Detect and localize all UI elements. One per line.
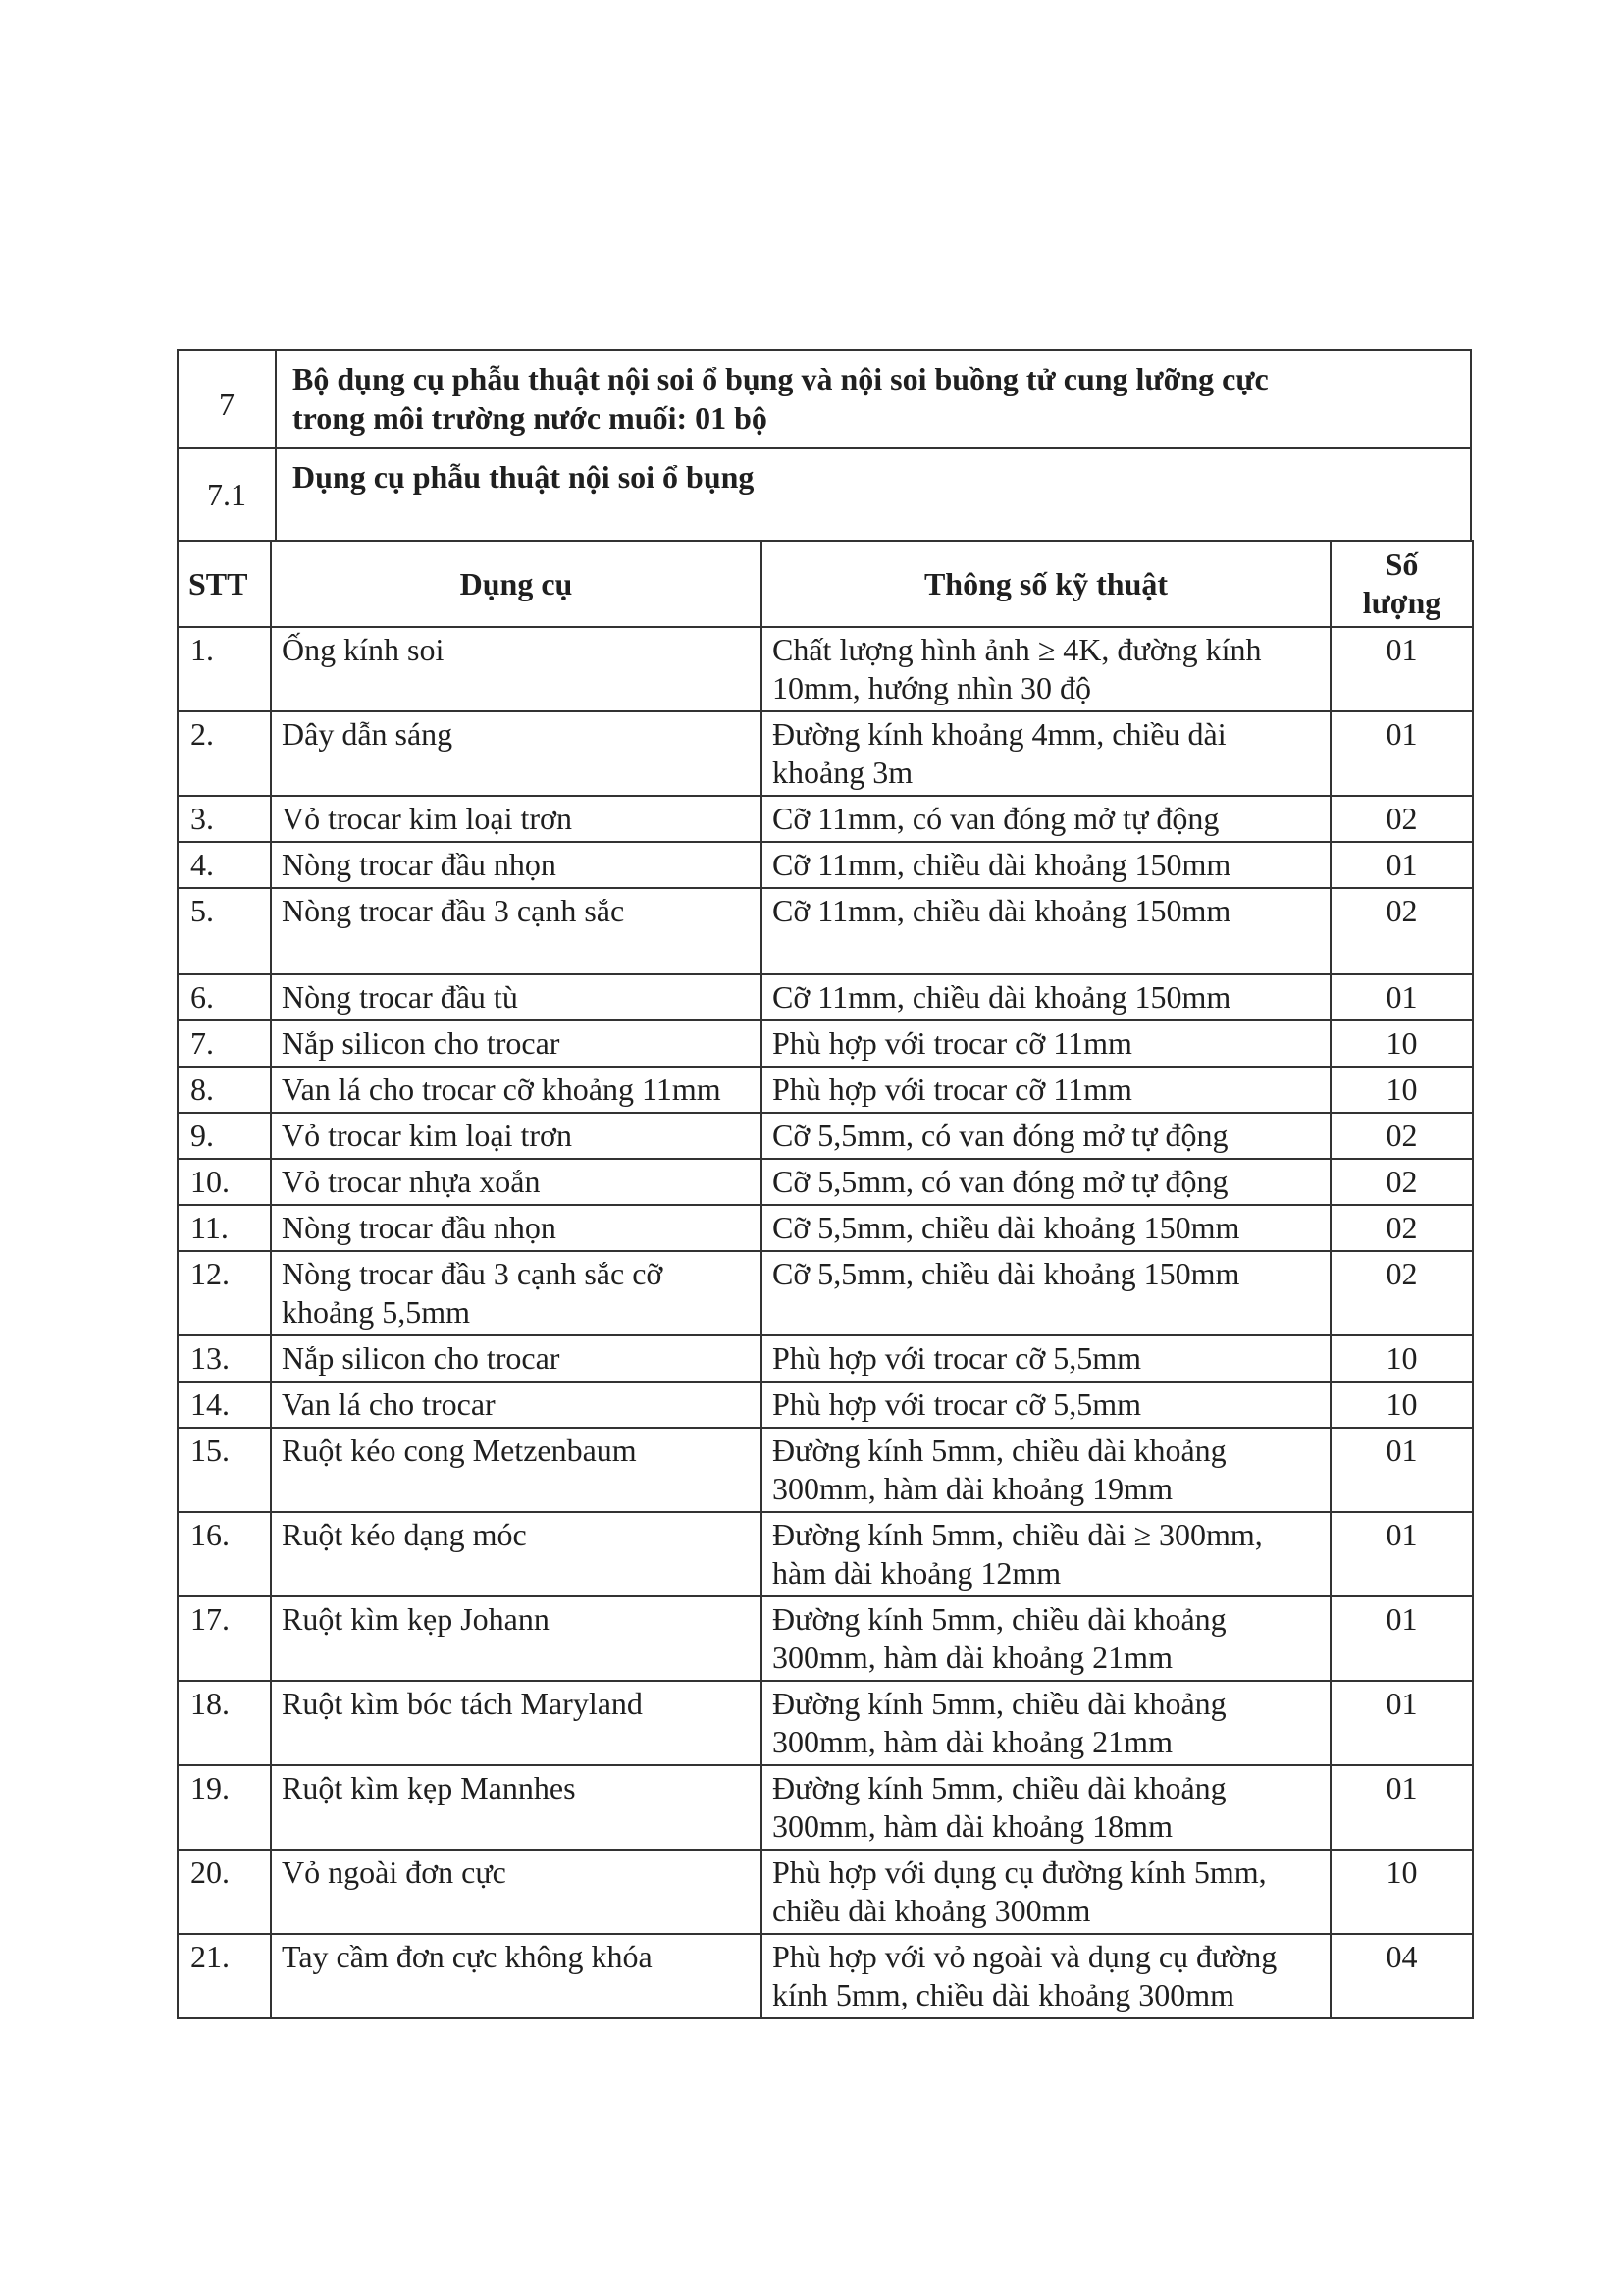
table-row xyxy=(178,627,1473,711)
table-row xyxy=(178,974,1473,1020)
row-qty: 02 xyxy=(1331,1159,1473,1205)
row-qty: 02 xyxy=(1331,888,1473,974)
row-item: Nòng trocar đầu 3 cạnh sắc xyxy=(271,888,761,974)
row-stt: 6. xyxy=(178,974,271,1020)
section-title xyxy=(276,350,1471,448)
row-spec: Đường kính 5mm, chiều dài khoảng 300mm, hàm dài khoảng 21mm xyxy=(761,1596,1331,1681)
table-row xyxy=(178,1251,1473,1335)
row-stt: 9. xyxy=(178,1113,271,1159)
header-qty-line-2: lượng xyxy=(1362,585,1441,620)
section-title-line-1: Bộ dụng cụ phẫu thuật nội soi ổ bụng và nội soi buồng tử cung lưỡng cực xyxy=(292,361,1269,396)
table-header-row xyxy=(178,541,1473,627)
row-stt: 16. xyxy=(178,1512,271,1596)
row-item: Ống kính soi xyxy=(271,627,761,711)
row-qty: 01 xyxy=(1331,1765,1473,1850)
table-row xyxy=(178,1205,1473,1251)
row-item: Vỏ ngoài đơn cực xyxy=(271,1850,761,1934)
section-number: 7 xyxy=(178,350,276,448)
row-stt: 15. xyxy=(178,1428,271,1512)
row-item: Ruột kìm kẹp Mannhes xyxy=(271,1765,761,1850)
row-qty: 02 xyxy=(1331,1251,1473,1335)
row-item: Van lá cho trocar cỡ khoảng 11mm xyxy=(271,1067,761,1113)
table-row xyxy=(178,1934,1473,2018)
row-spec: Phù hợp với trocar cỡ 11mm xyxy=(761,1020,1331,1067)
row-qty: 02 xyxy=(1331,1205,1473,1251)
document-table-block xyxy=(177,349,1472,2019)
row-item: Nòng trocar đầu 3 cạnh sắc cỡ khoảng 5,5mm xyxy=(271,1251,761,1335)
row-item: Vỏ trocar nhựa xoắn xyxy=(271,1159,761,1205)
row-spec: Phù hợp với vỏ ngoài và dụng cụ đường kính 5mm, chiều dài khoảng 300mm xyxy=(761,1934,1331,2018)
row-item: Vỏ trocar kim loại trơn xyxy=(271,796,761,842)
row-spec: Cỡ 5,5mm, có van đóng mở tự động xyxy=(761,1113,1331,1159)
equipment-table xyxy=(177,540,1474,2019)
row-spec: Cỡ 11mm, chiều dài khoảng 150mm xyxy=(761,888,1331,974)
row-qty: 10 xyxy=(1331,1335,1473,1382)
section-title-line-2: trong môi trường nước muối: 01 bộ xyxy=(292,400,767,436)
row-qty: 01 xyxy=(1331,711,1473,796)
row-stt: 12. xyxy=(178,1251,271,1335)
row-stt: 4. xyxy=(178,842,271,888)
row-qty: 10 xyxy=(1331,1067,1473,1113)
subsection-number: 7.1 xyxy=(178,448,276,541)
row-item: Dây dẫn sáng xyxy=(271,711,761,796)
table-row xyxy=(178,1159,1473,1205)
row-qty: 01 xyxy=(1331,1512,1473,1596)
row-item: Ruột kìm bóc tách Maryland xyxy=(271,1681,761,1765)
table-row xyxy=(178,1335,1473,1382)
row-spec: Đường kính 5mm, chiều dài ≥ 300mm, hàm dài khoảng 12mm xyxy=(761,1512,1331,1596)
row-stt: 10. xyxy=(178,1159,271,1205)
row-stt: 14. xyxy=(178,1382,271,1428)
row-qty: 01 xyxy=(1331,1428,1473,1512)
section-row xyxy=(178,350,1471,448)
section-header-table xyxy=(177,349,1472,542)
row-item: Nòng trocar đầu tù xyxy=(271,974,761,1020)
header-item: Dụng cụ xyxy=(271,541,761,627)
row-stt: 8. xyxy=(178,1067,271,1113)
table-body xyxy=(178,627,1473,2018)
row-item: Vỏ trocar kim loại trơn xyxy=(271,1113,761,1159)
row-stt: 21. xyxy=(178,1934,271,2018)
row-stt: 3. xyxy=(178,796,271,842)
row-spec: Cỡ 11mm, chiều dài khoảng 150mm xyxy=(761,974,1331,1020)
row-spec: Đường kính 5mm, chiều dài khoảng 300mm, hàm dài khoảng 18mm xyxy=(761,1765,1331,1850)
row-item: Ruột kéo cong Metzenbaum xyxy=(271,1428,761,1512)
table-row xyxy=(178,711,1473,796)
row-item: Nắp silicon cho trocar xyxy=(271,1020,761,1067)
table-row xyxy=(178,842,1473,888)
header-stt: STT xyxy=(178,541,271,627)
row-stt: 1. xyxy=(178,627,271,711)
table-row xyxy=(178,1681,1473,1765)
row-qty: 01 xyxy=(1331,1681,1473,1765)
row-qty: 10 xyxy=(1331,1850,1473,1934)
row-stt: 11. xyxy=(178,1205,271,1251)
row-qty: 10 xyxy=(1331,1020,1473,1067)
table-row xyxy=(178,1850,1473,1934)
row-spec: Phù hợp với trocar cỡ 5,5mm xyxy=(761,1382,1331,1428)
row-qty: 04 xyxy=(1331,1934,1473,2018)
table-row xyxy=(178,1596,1473,1681)
row-qty: 01 xyxy=(1331,627,1473,711)
row-spec: Đường kính 5mm, chiều dài khoảng 300mm, hàm dài khoảng 21mm xyxy=(761,1681,1331,1765)
row-item: Tay cầm đơn cực không khóa xyxy=(271,1934,761,2018)
header-spec: Thông số kỹ thuật xyxy=(761,541,1331,627)
row-spec: Phù hợp với dụng cụ đường kính 5mm, chiều dài khoảng 300mm xyxy=(761,1850,1331,1934)
row-stt: 5. xyxy=(178,888,271,974)
row-spec: Cỡ 11mm, có van đóng mở tự động xyxy=(761,796,1331,842)
row-qty: 01 xyxy=(1331,842,1473,888)
row-qty: 01 xyxy=(1331,1596,1473,1681)
header-qty-line-1: Số xyxy=(1385,547,1419,582)
row-spec: Cỡ 5,5mm, có van đóng mở tự động xyxy=(761,1159,1331,1205)
table-row xyxy=(178,888,1473,974)
table-row xyxy=(178,796,1473,842)
row-qty: 02 xyxy=(1331,1113,1473,1159)
table-row xyxy=(178,1428,1473,1512)
row-qty: 10 xyxy=(1331,1382,1473,1428)
row-stt: 2. xyxy=(178,711,271,796)
row-item: Van lá cho trocar xyxy=(271,1382,761,1428)
row-stt: 20. xyxy=(178,1850,271,1934)
row-spec: Đường kính khoảng 4mm, chiều dài khoảng 3m xyxy=(761,711,1331,796)
table-row xyxy=(178,1765,1473,1850)
row-stt: 18. xyxy=(178,1681,271,1765)
row-spec: Chất lượng hình ảnh ≥ 4K, đường kính 10mm, hướng nhìn 30 độ xyxy=(761,627,1331,711)
row-stt: 17. xyxy=(178,1596,271,1681)
row-spec: Đường kính 5mm, chiều dài khoảng 300mm, hàm dài khoảng 19mm xyxy=(761,1428,1331,1512)
row-stt: 7. xyxy=(178,1020,271,1067)
table-row xyxy=(178,1067,1473,1113)
row-spec: Cỡ 11mm, chiều dài khoảng 150mm xyxy=(761,842,1331,888)
row-qty: 01 xyxy=(1331,974,1473,1020)
row-item: Nòng trocar đầu nhọn xyxy=(271,842,761,888)
row-spec: Cỡ 5,5mm, chiều dài khoảng 150mm xyxy=(761,1205,1331,1251)
row-item: Nòng trocar đầu nhọn xyxy=(271,1205,761,1251)
row-qty: 02 xyxy=(1331,796,1473,842)
row-spec: Phù hợp với trocar cỡ 5,5mm xyxy=(761,1335,1331,1382)
row-item: Ruột kéo dạng móc xyxy=(271,1512,761,1596)
row-stt: 13. xyxy=(178,1335,271,1382)
row-spec: Phù hợp với trocar cỡ 11mm xyxy=(761,1067,1331,1113)
row-stt: 19. xyxy=(178,1765,271,1850)
table-row xyxy=(178,1020,1473,1067)
row-item: Nắp silicon cho trocar xyxy=(271,1335,761,1382)
table-row xyxy=(178,1113,1473,1159)
row-spec: Cỡ 5,5mm, chiều dài khoảng 150mm xyxy=(761,1251,1331,1335)
row-item: Ruột kìm kẹp Johann xyxy=(271,1596,761,1681)
header-qty xyxy=(1331,541,1473,627)
table-row xyxy=(178,1382,1473,1428)
table-row xyxy=(178,1512,1473,1596)
subsection-title: Dụng cụ phẫu thuật nội soi ổ bụng xyxy=(276,448,1471,541)
subsection-row xyxy=(178,448,1471,541)
